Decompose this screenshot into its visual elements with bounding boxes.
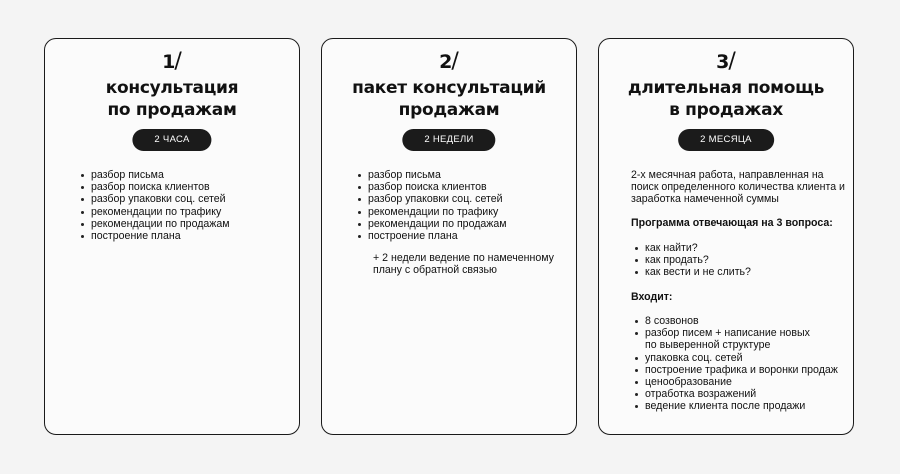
card-description: 2-х месячная работа, направленная на поиск определенного количества клиента и заработка намеченной суммы xyxy=(631,169,845,206)
extra-note: + 2 недели ведение по намеченному плану с обратной связью xyxy=(373,252,554,277)
features-list xyxy=(358,169,507,242)
list-item: ценообразование xyxy=(635,376,838,388)
list-item: построение трафика и воронки продаж xyxy=(635,364,838,376)
card-number xyxy=(599,51,853,73)
list-item: разбор письма xyxy=(358,169,507,181)
card-title-line2: продажам xyxy=(398,100,500,120)
card-title xyxy=(322,77,576,121)
card-number-slash: / xyxy=(174,49,182,74)
list-item: разбор упаковки соц. сетей xyxy=(358,193,507,205)
program-heading: Программа отвечающая на 3 вопроса: xyxy=(631,217,833,229)
list-item: как вести и не слить? xyxy=(635,266,751,278)
list-item xyxy=(635,327,838,351)
card-title xyxy=(45,77,299,121)
list-item: разбор поиска клиентов xyxy=(358,181,507,193)
list-item: 8 созвонов xyxy=(635,315,838,327)
list-item: упаковка соц. сетей xyxy=(635,352,838,364)
card-title-line1: консультация xyxy=(105,78,239,98)
list-item: как найти? xyxy=(635,242,751,254)
includes-heading: Входит: xyxy=(631,291,673,303)
list-item: как продать? xyxy=(635,254,751,266)
card-number-value: 2 xyxy=(439,51,453,73)
card-number xyxy=(45,51,299,73)
list-item: рекомендации по трафику xyxy=(358,206,507,218)
card-number xyxy=(322,51,576,73)
list-item: ведение клиента после продажи xyxy=(635,400,838,412)
card-long-term-help xyxy=(598,38,854,435)
list-item: разбор поиска клиентов xyxy=(81,181,230,193)
card-title xyxy=(599,77,853,121)
duration-badge: 2 ЧАСА xyxy=(132,129,211,151)
list-item-text: разбор писем + написание новых xyxy=(645,327,810,340)
list-item: разбор письма xyxy=(81,169,230,181)
card-number-slash: / xyxy=(451,49,459,74)
features-list xyxy=(81,169,230,242)
card-number-value: 3 xyxy=(716,51,730,73)
card-number-slash: / xyxy=(728,49,736,74)
card-title-line1: пакет консультаций xyxy=(352,78,546,98)
list-item: рекомендации по трафику xyxy=(81,206,230,218)
card-title-line2: в продажах xyxy=(669,100,783,120)
card-title-line2: по продажам xyxy=(107,100,237,120)
list-item: рекомендации по продажам xyxy=(81,218,230,230)
card-consultation-package xyxy=(321,38,577,435)
card-title-line1: длительная помощь xyxy=(627,78,825,98)
card-consultation xyxy=(44,38,300,435)
list-item: построение плана xyxy=(81,230,230,242)
list-item: построение плана xyxy=(358,230,507,242)
list-item: отработка возражений xyxy=(635,388,838,400)
card-number-value: 1 xyxy=(162,51,176,73)
includes-list xyxy=(635,315,838,413)
duration-badge: 2 НЕДЕЛИ xyxy=(402,129,495,151)
list-item: разбор упаковки соц. сетей xyxy=(81,193,230,205)
list-item-continuation: по выверенной структуре xyxy=(645,339,771,352)
list-item: рекомендации по продажам xyxy=(358,218,507,230)
duration-badge: 2 МЕСЯЦА xyxy=(678,129,774,151)
questions-list xyxy=(635,242,751,279)
